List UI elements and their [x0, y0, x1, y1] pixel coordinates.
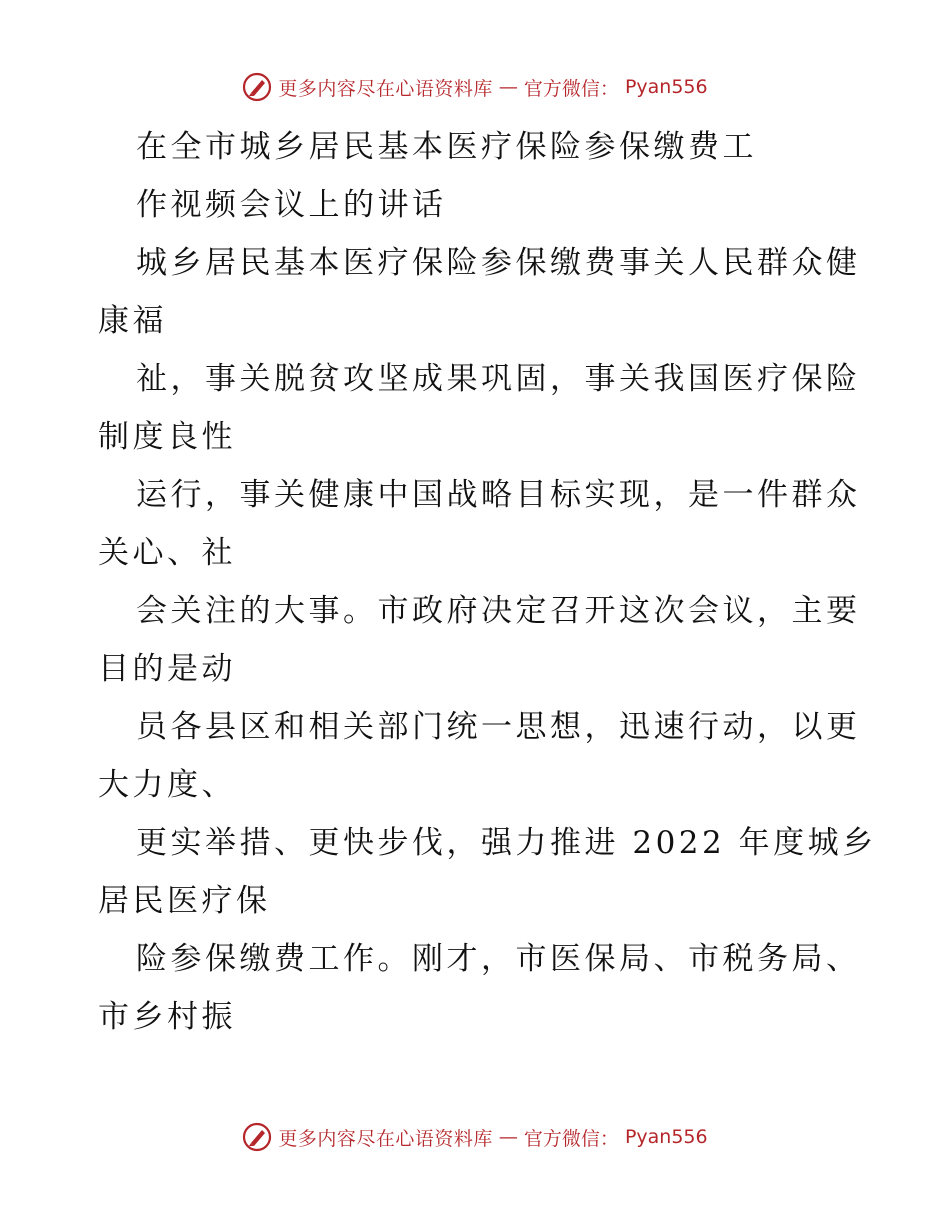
- text-line: 运行，事关健康中国战略目标实现，是一件群众: [136, 477, 861, 513]
- watermark-site-text: 更多内容尽在心语资料库: [278, 77, 493, 100]
- text-line: 关心、社: [98, 535, 236, 571]
- text-line: 员各县区和相关部门统一思想，迅速行动，以更: [136, 709, 861, 745]
- watermark-site-text: 更多内容尽在心语资料库: [278, 1127, 493, 1150]
- watermark-wechat-id: Pyan556: [624, 1126, 708, 1148]
- watermark-wechat-label: 官方微信：: [523, 77, 619, 100]
- text-line: 大力度、: [98, 767, 236, 803]
- text-line: 城乡居民基本医疗保险参保缴费事关人民群众健: [136, 245, 861, 281]
- pen-logo-icon: [242, 1122, 272, 1152]
- watermark-wechat-label: 官方微信：: [523, 1127, 619, 1150]
- watermark-dash: —: [498, 1126, 518, 1148]
- text-line: 市乡村振: [98, 999, 236, 1035]
- text-line: 险参保缴费工作。刚才，市医保局、市税务局、: [136, 941, 861, 977]
- footer-watermark: [0, 1122, 950, 1152]
- text-line: 制度良性: [98, 419, 236, 455]
- header-watermark: [0, 72, 950, 102]
- text-line: 祉，事关脱贫攻坚成果巩固，事关我国医疗保险: [136, 361, 861, 397]
- text-line: 居民医疗保: [98, 883, 271, 919]
- text-line: 目的是动: [98, 651, 236, 687]
- text-line: 会关注的大事。市政府决定召开这次会议，主要: [136, 593, 861, 629]
- watermark-wechat-id: Pyan556: [624, 76, 708, 98]
- text-line: 在全市城乡居民基本医疗保险参保缴费工: [136, 129, 757, 165]
- text-line: 作视频会议上的讲话: [136, 187, 447, 223]
- pen-logo-icon: [242, 72, 272, 102]
- document-body: [98, 118, 877, 1046]
- watermark-dash: —: [498, 76, 518, 98]
- text-line: 康福: [98, 303, 167, 339]
- text-line: 更实举措、更快步伐，强力推进 2022 年度城乡: [136, 825, 877, 861]
